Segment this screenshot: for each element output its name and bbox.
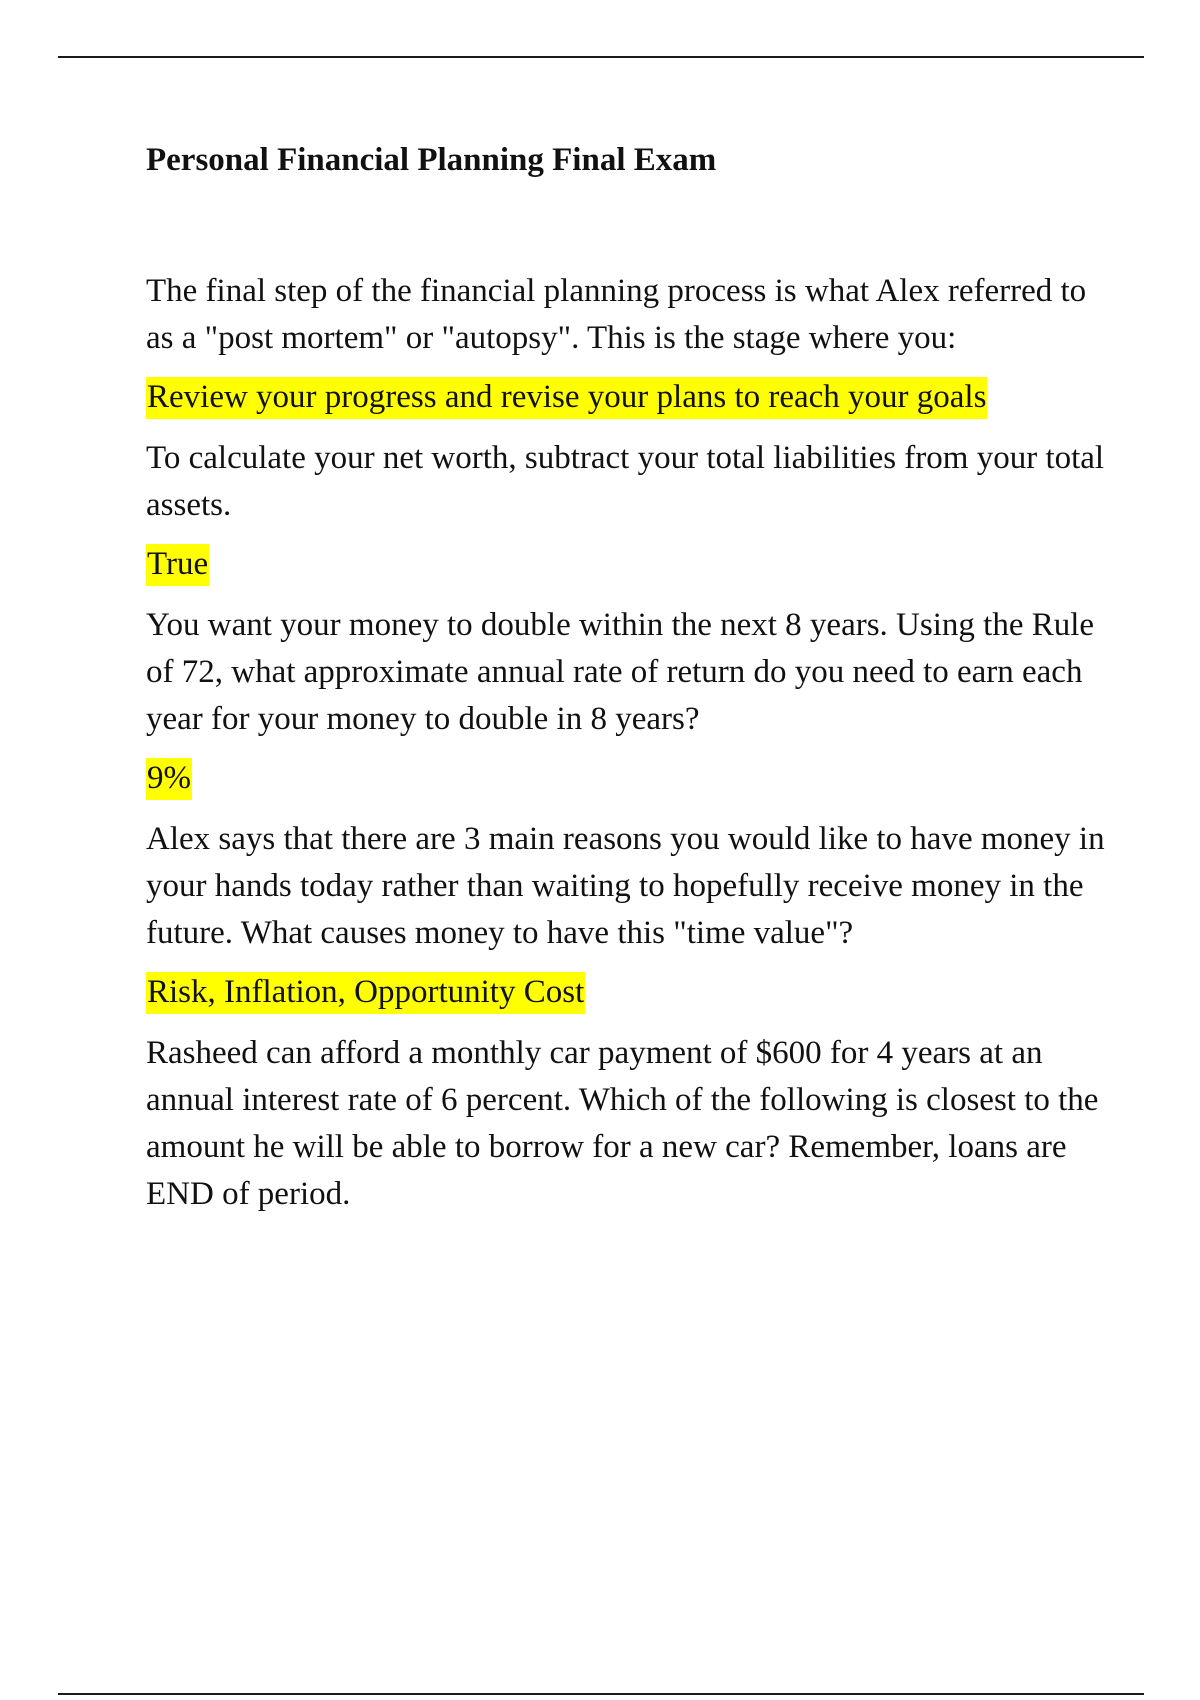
question-text: The final step of the financial planning process is what Alex referred to as a "post mortem" or "autopsy". This is the stage where you: bbox=[146, 273, 1087, 356]
question-text: Alex says that there are 3 main reasons you would like to have money in your hands today rather than waiting to hopefully receive money in the future. What causes money to have this "time value"? bbox=[146, 821, 1105, 951]
document-title: Personal Financial Planning Final Exam bbox=[146, 142, 717, 178]
document-body bbox=[146, 140, 1106, 1230]
bottom-rule bbox=[58, 1693, 1144, 1695]
question-text: To calculate your net worth, subtract your total liabilities from your total assets. bbox=[146, 440, 1105, 523]
highlighted-answer: 9% bbox=[146, 758, 192, 800]
question-text: Rasheed can afford a monthly car payment of $600 for 4 years at an annual interest rate of 6 percent. Which of the following is closest to the amount he will be able to borrow for a new car? Remember, loans are END of period. bbox=[146, 1035, 1099, 1212]
highlighted-answer: Risk, Inflation, Opportunity Cost bbox=[146, 972, 585, 1014]
qa-item-1 bbox=[146, 268, 1106, 421]
qa-item-2 bbox=[146, 435, 1106, 588]
qa-item-4 bbox=[146, 816, 1106, 1016]
highlighted-answer: True bbox=[146, 544, 209, 586]
highlighted-answer: Review your progress and revise your plans to reach your goals bbox=[146, 377, 987, 419]
qa-item-3 bbox=[146, 602, 1106, 802]
top-rule bbox=[58, 56, 1144, 58]
question-text: You want your money to double within the next 8 years. Using the Rule of 72, what approximate annual rate of return do you need to earn each year for your money to double in 8 years? bbox=[146, 607, 1095, 737]
qa-item-5 bbox=[146, 1030, 1106, 1218]
